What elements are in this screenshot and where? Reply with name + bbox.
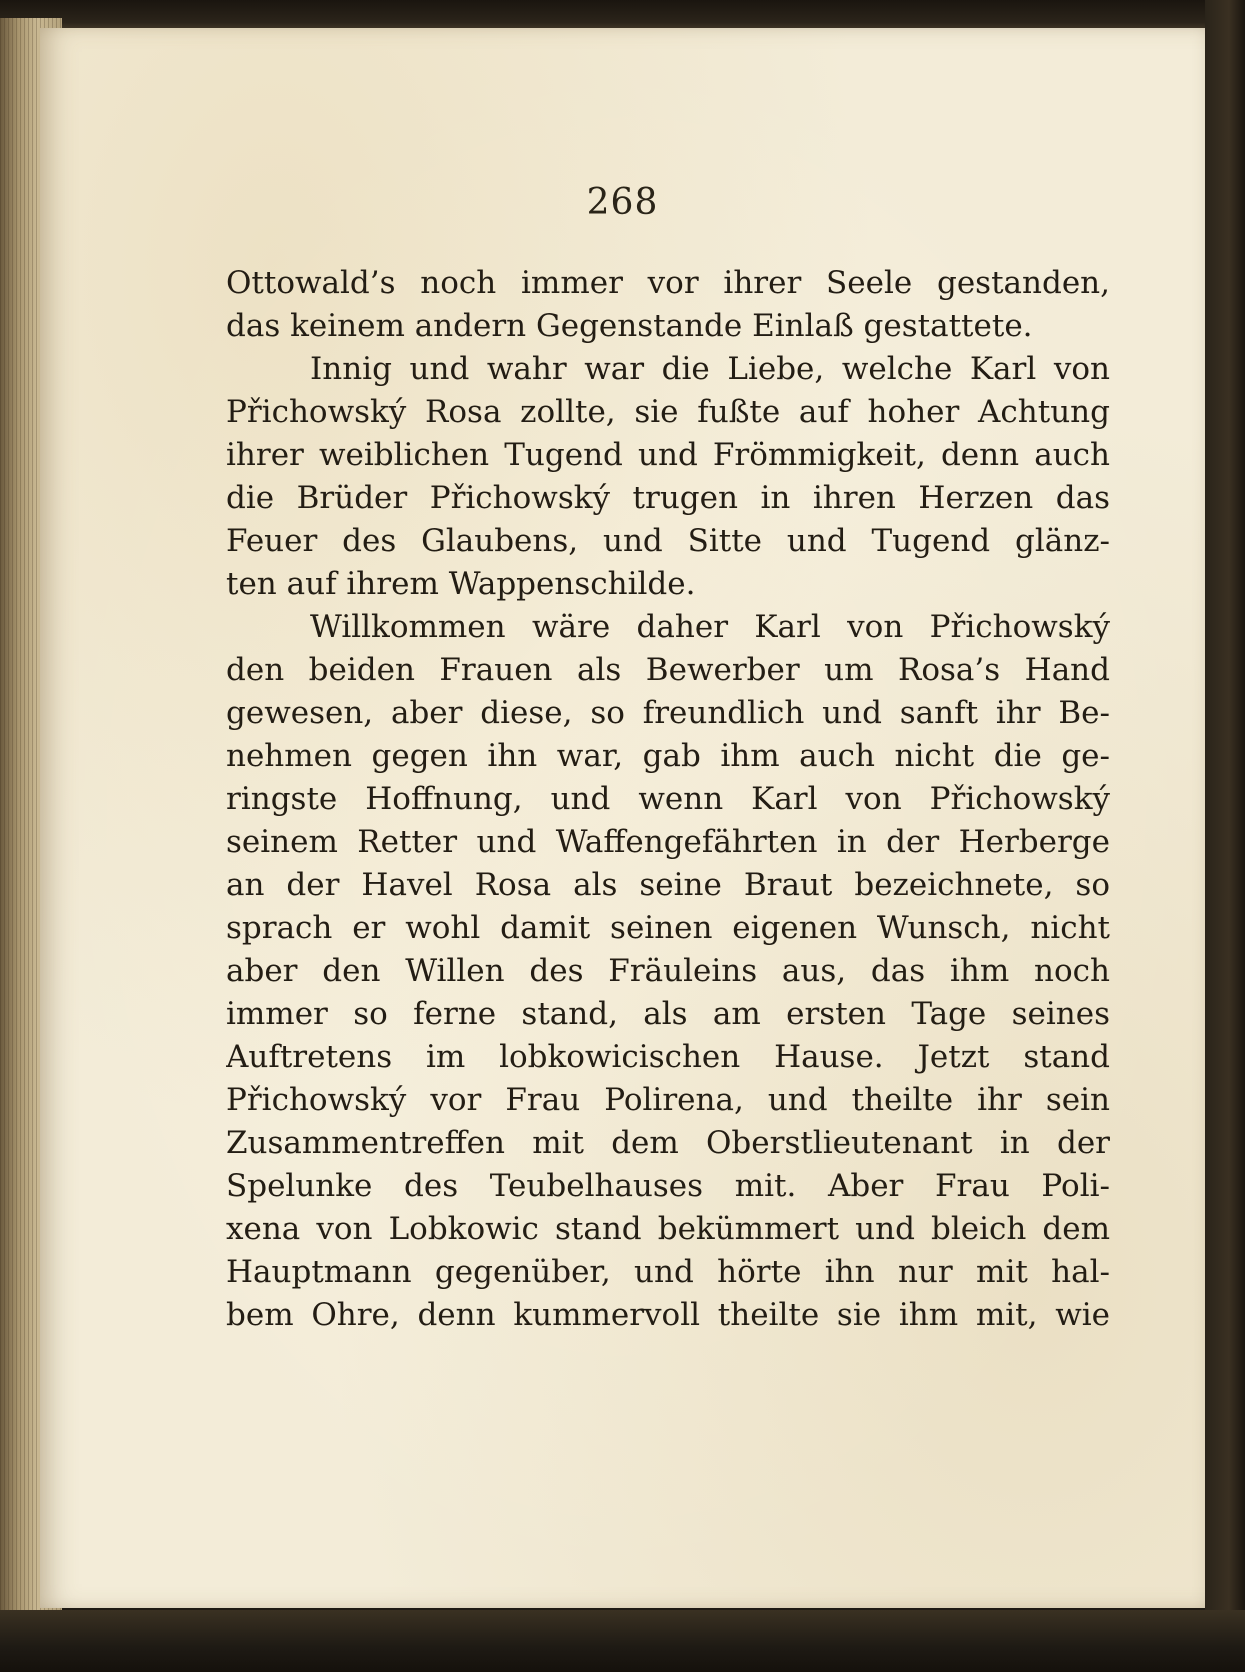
text-line: sprach er wohl damit seinen eigenen Wunsch, nicht	[226, 910, 1110, 946]
text-line: Ottowald’s noch immer vor ihrer Seele gestanden,	[226, 265, 1110, 301]
text-line: Přichowský vor Frau Polirena, und theilte ihr sein	[226, 1082, 1110, 1118]
body-text	[226, 262, 1110, 1337]
page-number: 268	[586, 182, 659, 223]
text-line: Auftretens im lobkowicischen Hause. Jetzt stand	[226, 1039, 1110, 1075]
text-line: immer so ferne stand, als am ersten Tage seines	[226, 996, 1110, 1032]
text-line: Přichowský Rosa zollte, sie fußte auf hoher Achtung	[226, 394, 1110, 430]
text-line: Hauptmann gegenüber, und hörte ihn nur mit hal-	[226, 1254, 1110, 1290]
text-line: bem Ohre, denn kummervoll theilte sie ihm mit, wie	[226, 1297, 1110, 1333]
right-cover-edge	[1205, 0, 1245, 1672]
text-line: nehmen gegen ihn war, gab ihm auch nicht die ge-	[226, 738, 1110, 774]
text-line: Spelunke des Teubelhauses mit. Aber Frau Poli-	[226, 1168, 1110, 1204]
text-line: gewesen, aber diese, so freundlich und sanft ihr Be-	[226, 695, 1110, 731]
text-line: seinem Retter und Waffengefährten in der Herberge	[226, 824, 1110, 860]
text-line: xena von Lobkowic stand bekümmert und bleich dem	[226, 1211, 1110, 1247]
text-line: Feuer des Glaubens, und Sitte und Tugend glänz-	[226, 523, 1110, 559]
text-line: ten auf ihrem Wappenschilde.	[226, 566, 696, 602]
text-line: das keinem andern Gegenstande Einlaß gestattete.	[226, 308, 1033, 344]
text-line: Zusammentreffen mit dem Oberstlieutenant in der	[226, 1125, 1110, 1161]
text-line: Innig und wahr war die Liebe, welche Karl von	[310, 351, 1110, 387]
text-line: Willkommen wäre daher Karl von Přichowský	[310, 609, 1110, 645]
text-line: aber den Willen des Fräuleins aus, das ihm noch	[226, 953, 1110, 989]
text-line: ringste Hoffnung, und wenn Karl von Přichowský	[226, 781, 1110, 817]
bottom-cover-edge	[0, 1610, 1245, 1672]
text-line: an der Havel Rosa als seine Braut bezeichnete, so	[226, 867, 1110, 903]
text-line: ihrer weiblichen Tugend und Frömmigkeit, denn auch	[226, 437, 1110, 473]
text-line: den beiden Frauen als Bewerber um Rosa’s Hand	[226, 652, 1110, 688]
text-line: die Brüder Přichowský trugen in ihren Herzen das	[226, 480, 1110, 516]
